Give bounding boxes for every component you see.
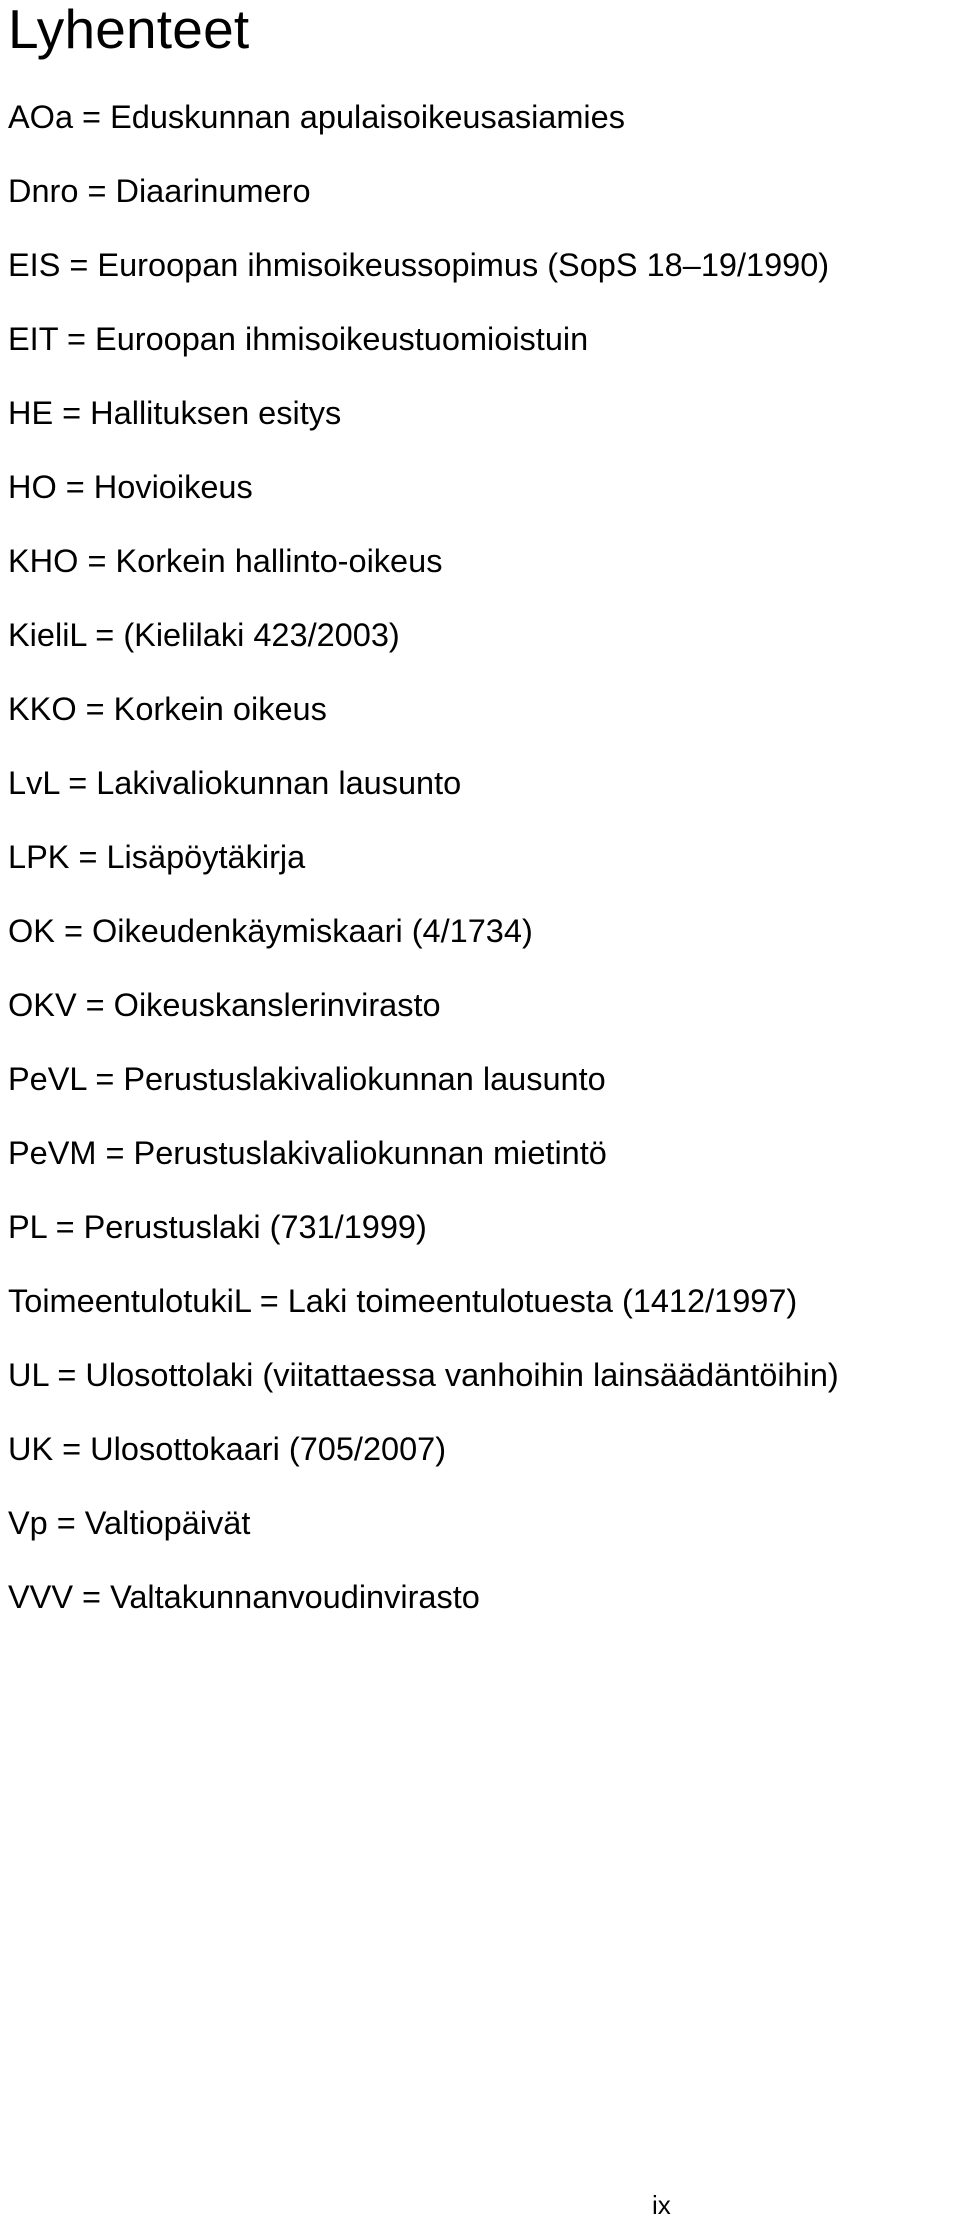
- abbreviation-item: EIS = Euroopan ihmisoikeussopimus (SopS 18–19/1990): [8, 247, 830, 283]
- abbreviation-item: OK = Oikeudenkäymiskaari (4/1734): [8, 913, 533, 949]
- abbreviation-item: LvL = Lakivaliokunnan lausunto: [8, 765, 462, 801]
- abbreviation-item: KKO = Korkein oikeus: [8, 691, 327, 727]
- abbreviation-item: KieliL = (Kielilaki 423/2003): [8, 617, 400, 653]
- abbreviation-item: LPK = Lisäpöytäkirja: [8, 839, 306, 875]
- abbreviation-item: AOa = Eduskunnan apulaisoikeusasiamies: [8, 99, 625, 135]
- abbreviation-item: UL = Ulosottolaki (viitattaessa vanhoihin lainsäädäntöihin): [8, 1357, 839, 1393]
- abbreviation-item: PeVL = Perustuslakivaliokunnan lausunto: [8, 1061, 606, 1097]
- abbreviation-item: EIT = Euroopan ihmisoikeustuomioistuin: [8, 321, 589, 357]
- abbreviation-item: VVV = Valtakunnanvoudinvirasto: [8, 1579, 480, 1615]
- abbreviation-item: UK = Ulosottokaari (705/2007): [8, 1431, 447, 1467]
- abbreviation-item: PeVM = Perustuslakivaliokunnan mietintö: [8, 1135, 607, 1171]
- page-number: ix: [652, 2190, 671, 2220]
- abbreviation-item: HE = Hallituksen esitys: [8, 395, 342, 431]
- abbreviation-list: [8, 92, 839, 1646]
- abbreviation-item: ToimeentulotukiL = Laki toimeentulotuesta (1412/1997): [8, 1283, 798, 1319]
- abbreviation-item: HO = Hovioikeus: [8, 469, 253, 505]
- abbreviation-item: OKV = Oikeuskanslerinvirasto: [8, 987, 441, 1023]
- page-title: Lyhenteet: [8, 0, 250, 60]
- abbreviation-item: Dnro = Diaarinumero: [8, 173, 311, 209]
- abbreviation-item: PL = Perustuslaki (731/1999): [8, 1209, 427, 1245]
- abbreviation-item: Vp = Valtiopäivät: [8, 1505, 251, 1541]
- abbreviation-item: KHO = Korkein hallinto-oikeus: [8, 543, 443, 579]
